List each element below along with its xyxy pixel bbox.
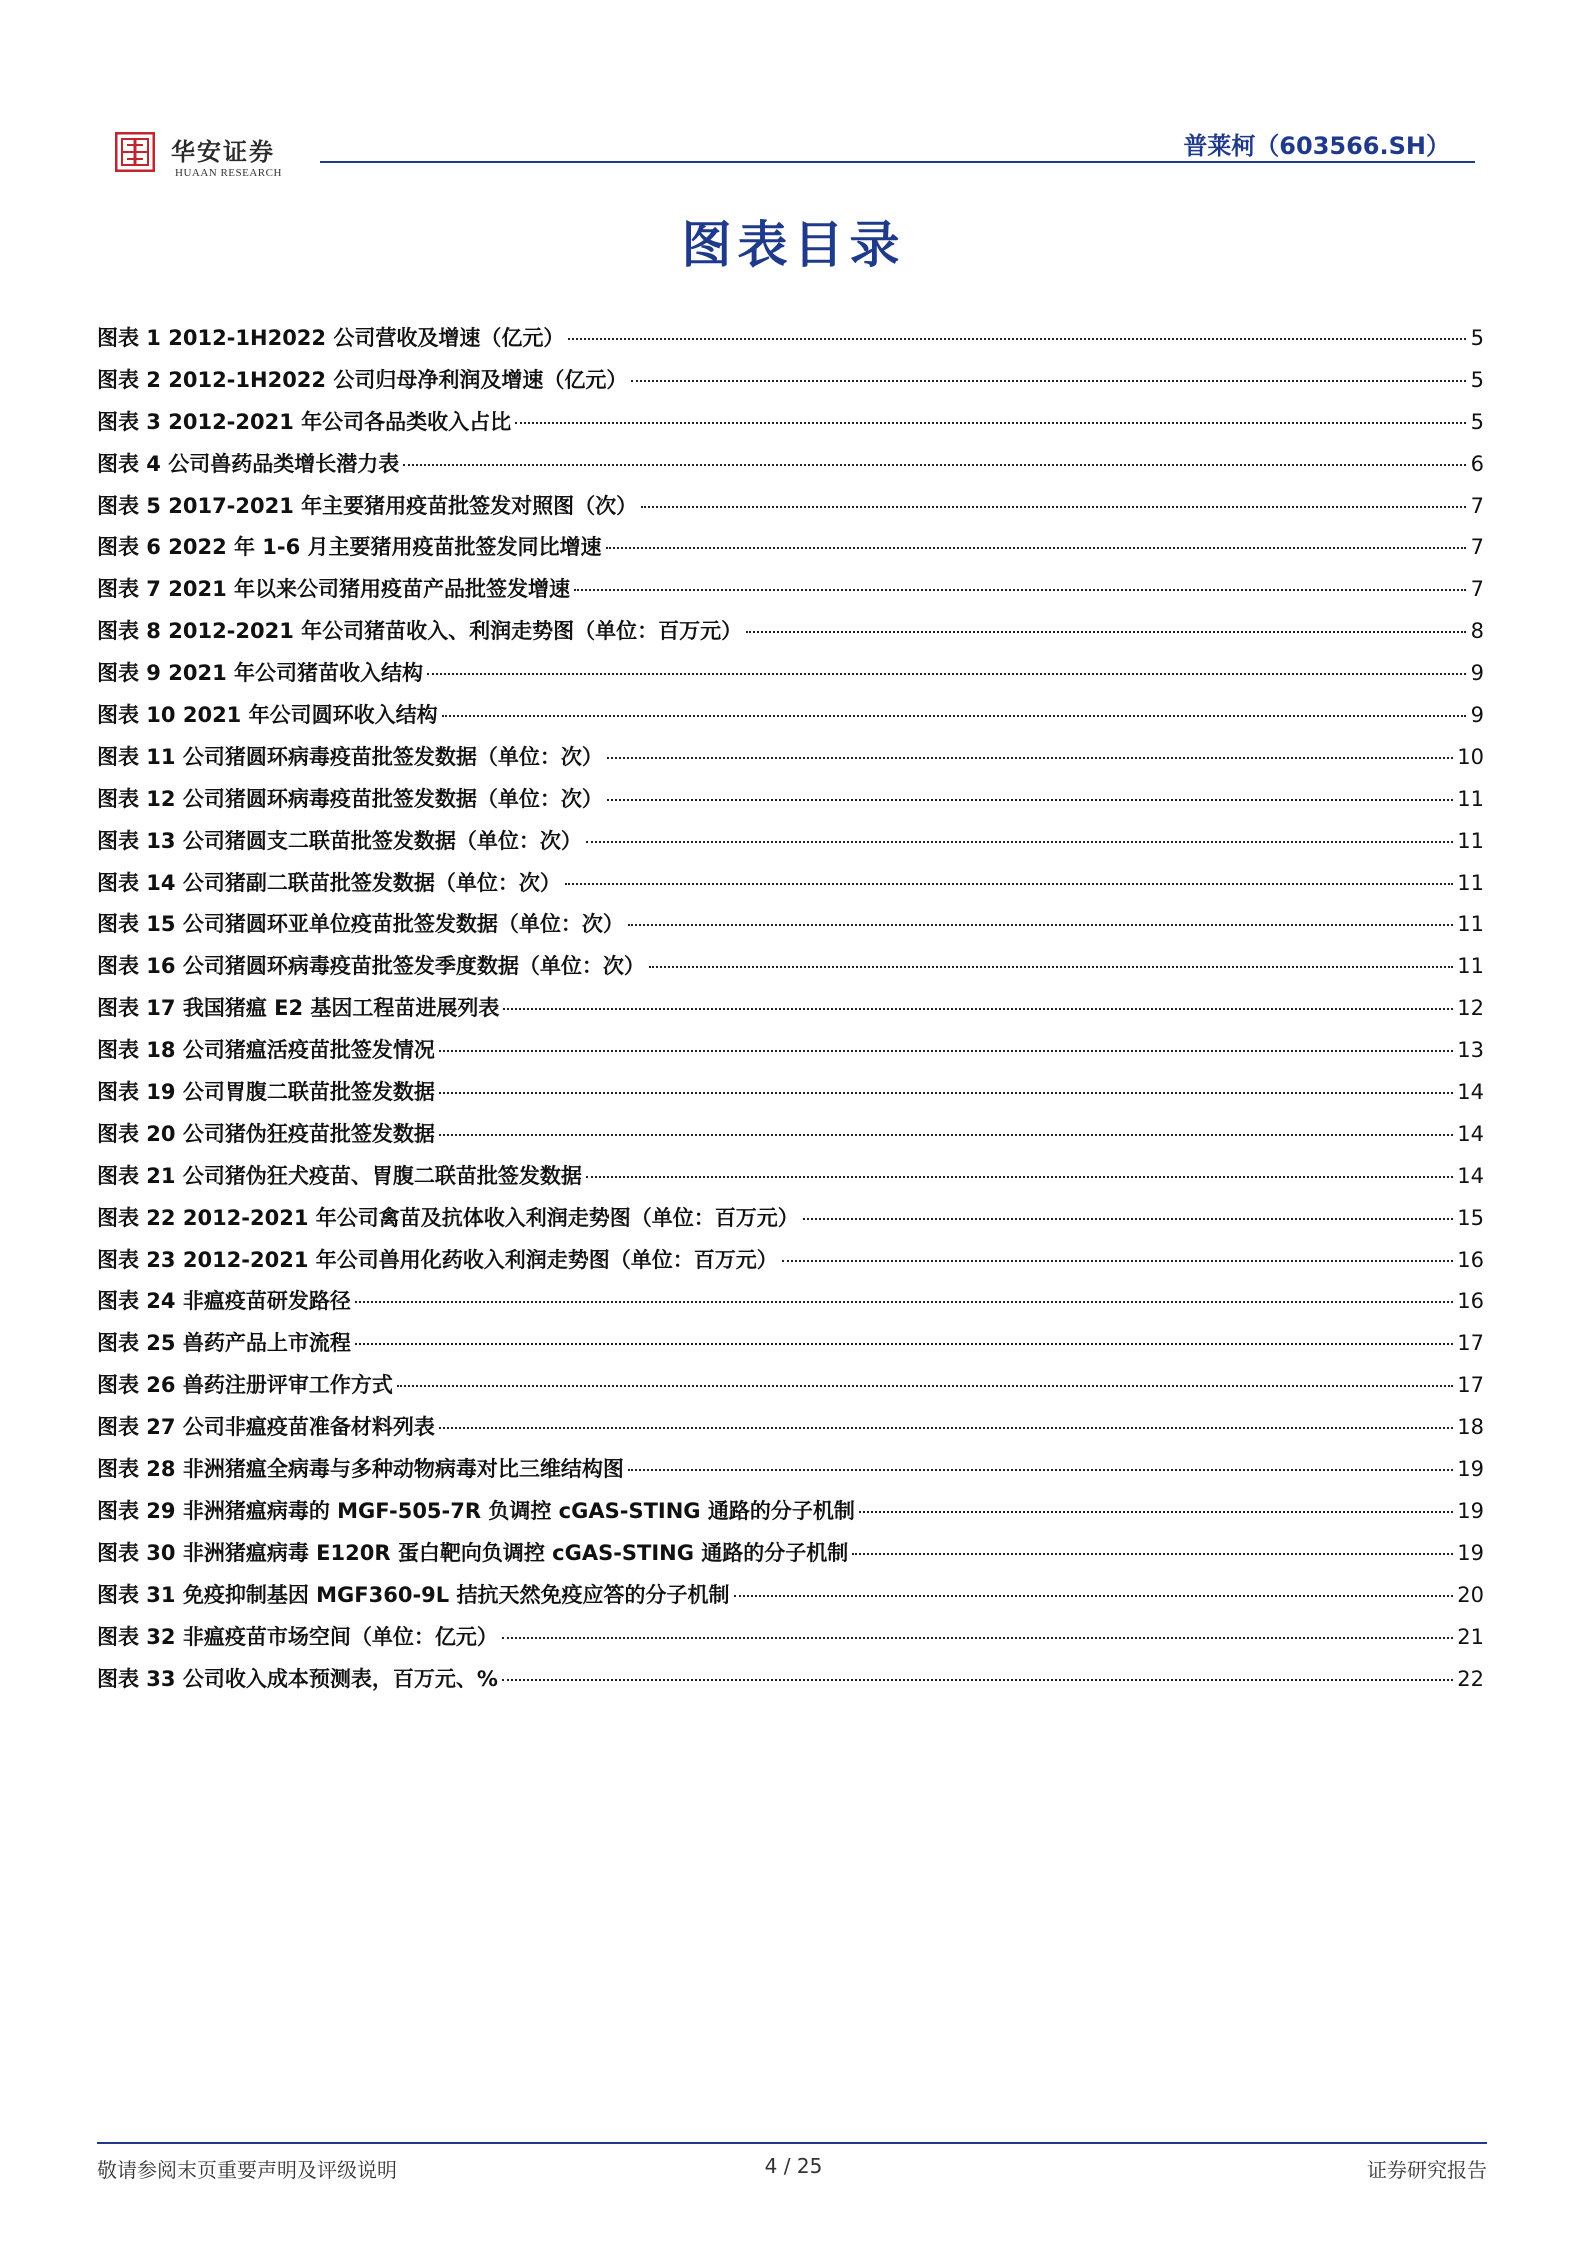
- toc-entry[interactable]: [97, 1160, 1484, 1202]
- toc-entry[interactable]: [97, 1495, 1484, 1537]
- toc-entry-label[interactable]: 图表 14 公司猪副二联苗批签发数据（单位：次）: [97, 870, 561, 895]
- footer-disclaimer-note: 敬请参阅末页重要声明及评级说明: [97, 2158, 397, 2182]
- toc-leader-dots: [515, 422, 1466, 424]
- toc-entry-page[interactable]: 11: [1457, 954, 1484, 979]
- toc-entry-label[interactable]: 图表 18 公司猪瘟活疫苗批签发情况: [97, 1038, 435, 1063]
- toc-leader-dots: [586, 1176, 1453, 1178]
- toc-entry-page[interactable]: 18: [1457, 1415, 1484, 1440]
- toc-leader-dots: [628, 1469, 1453, 1471]
- toc-entry-label[interactable]: 图表 28 非洲猪瘟全病毒与多种动物病毒对比三维结构图: [97, 1457, 624, 1482]
- toc-leader-dots: [628, 924, 1453, 926]
- toc-entry-page[interactable]: 14: [1457, 1080, 1484, 1105]
- toc-entry-label[interactable]: 图表 1 2012-1H2022 公司营收及增速（亿元）: [97, 326, 565, 350]
- toc-entry[interactable]: [97, 406, 1484, 448]
- toc-entry-page[interactable]: 5: [1470, 409, 1484, 434]
- toc-entry[interactable]: [97, 1369, 1484, 1411]
- toc-leader-dots: [439, 1427, 1453, 1429]
- toc-leader-dots: [439, 1134, 1453, 1136]
- toc-leader-dots: [397, 1385, 1453, 1387]
- toc-entry[interactable]: [97, 615, 1484, 657]
- toc-entry-page[interactable]: 14: [1457, 1163, 1484, 1188]
- toc-leader-dots: [503, 1008, 1453, 1010]
- toc-entry-label[interactable]: 图表 10 2021 年公司圆环收入结构: [97, 703, 438, 728]
- toc-entry-label[interactable]: 图表 6 2022 年 1-6 月主要猪用疫苗批签发同比增速: [97, 535, 602, 560]
- toc-entry[interactable]: [97, 783, 1484, 825]
- toc-leader-dots: [734, 1595, 1454, 1597]
- toc-entry-label[interactable]: 图表 22 2012-2021 年公司禽苗及抗体收入利润走势图（单位：百万元）: [97, 1205, 799, 1230]
- toc-entry-page[interactable]: 15: [1457, 1205, 1484, 1230]
- toc-entry[interactable]: [97, 1327, 1484, 1369]
- company-logo-name: 华安证券: [171, 137, 275, 166]
- footer-report-type: 证券研究报告: [1367, 2158, 1487, 2182]
- toc-entry-label[interactable]: 图表 17 我国猪瘟 E2 基因工程苗进展列表: [97, 996, 500, 1021]
- toc-entry-page[interactable]: 13: [1457, 1038, 1484, 1063]
- company-logo-subtitle: HUAAN RESEARCH: [175, 167, 282, 179]
- toc-entry-page[interactable]: 22: [1457, 1666, 1484, 1691]
- toc-entry-page[interactable]: 11: [1457, 912, 1484, 937]
- toc-entry-label[interactable]: 图表 5 2017-2021 年主要猪用疫苗批签发对照图（次）: [97, 493, 638, 518]
- toc-entry[interactable]: [97, 741, 1484, 783]
- toc-entry-page[interactable]: 14: [1457, 1121, 1484, 1146]
- toc-leader-dots: [606, 547, 1466, 549]
- toc-leader-dots: [586, 841, 1453, 843]
- toc-entry-page[interactable]: 17: [1457, 1331, 1484, 1356]
- toc-leader-dots: [439, 1092, 1453, 1094]
- toc-entry-label[interactable]: 图表 13 公司猪圆支二联苗批签发数据（单位：次）: [97, 828, 582, 853]
- toc-entry-page[interactable]: 7: [1470, 535, 1484, 560]
- toc-entry-label[interactable]: 图表 24 非瘟疫苗研发路径: [97, 1289, 351, 1314]
- toc-entry-page[interactable]: 16: [1457, 1247, 1484, 1272]
- toc-leader-dots: [631, 380, 1466, 382]
- figure-table-of-contents: [97, 322, 1484, 1704]
- toc-entry[interactable]: [97, 908, 1484, 950]
- toc-entry-label[interactable]: 图表 19 公司胃腹二联苗批签发数据: [97, 1080, 435, 1105]
- toc-leader-dots: [782, 1260, 1454, 1262]
- toc-entry-label[interactable]: 图表 26 兽药注册评审工作方式: [97, 1373, 393, 1398]
- toc-entry[interactable]: [97, 699, 1484, 741]
- toc-entry-label[interactable]: 图表 2 2012-1H2022 公司归母净利润及增速（亿元）: [97, 367, 628, 392]
- toc-entry-page[interactable]: 11: [1457, 828, 1484, 853]
- toc-entry-label[interactable]: 图表 8 2012-2021 年公司猪苗收入、利润走势图（单位：百万元）: [97, 619, 743, 644]
- toc-entry-page[interactable]: 5: [1470, 326, 1484, 350]
- toc-leader-dots: [565, 883, 1453, 885]
- toc-entry-page[interactable]: 9: [1470, 703, 1484, 728]
- toc-entry-page[interactable]: 10: [1457, 744, 1484, 769]
- toc-entry[interactable]: [97, 1285, 1484, 1327]
- toc-entry[interactable]: [97, 573, 1484, 615]
- toc-entry-page[interactable]: 7: [1470, 577, 1484, 602]
- toc-entry[interactable]: [97, 992, 1484, 1034]
- toc-leader-dots: [574, 589, 1466, 591]
- toc-leader-dots: [746, 631, 1466, 633]
- toc-entry-label[interactable]: 图表 27 公司非瘟疫苗准备材料列表: [97, 1415, 435, 1440]
- toc-entry-page[interactable]: 11: [1457, 786, 1484, 811]
- toc-entry-label[interactable]: 图表 12 公司猪圆环病毒疫苗批签发数据（单位：次）: [97, 786, 603, 811]
- toc-leader-dots: [355, 1343, 1453, 1345]
- toc-entry[interactable]: [97, 1537, 1484, 1579]
- toc-entry-page[interactable]: 19: [1457, 1498, 1484, 1523]
- toc-entry-label[interactable]: 图表 9 2021 年公司猪苗收入结构: [97, 661, 423, 686]
- toc-entry-label[interactable]: 图表 3 2012-2021 年公司各品类收入占比: [97, 409, 512, 434]
- page-title: 图表目录: [681, 215, 906, 274]
- toc-entry[interactable]: [97, 1453, 1484, 1495]
- toc-entry[interactable]: [97, 1202, 1484, 1244]
- toc-entry-label[interactable]: 图表 32 非瘟疫苗市场空间（单位：亿元）: [97, 1624, 498, 1649]
- toc-entry[interactable]: [97, 1034, 1484, 1076]
- toc-leader-dots: [641, 506, 1466, 508]
- toc-entry-label[interactable]: 图表 7 2021 年以来公司猪用疫苗产品批签发增速: [97, 577, 570, 602]
- toc-entry[interactable]: [97, 1118, 1484, 1160]
- toc-entry-label[interactable]: 图表 25 兽药产品上市流程: [97, 1331, 351, 1356]
- toc-entry-page[interactable]: 19: [1457, 1457, 1484, 1482]
- toc-entry[interactable]: [97, 1244, 1484, 1286]
- toc-entry[interactable]: [97, 950, 1484, 992]
- toc-leader-dots: [502, 1637, 1453, 1639]
- report-company-title: 普莱柯（603566.SH）: [1183, 132, 1450, 160]
- toc-entry-page[interactable]: 5: [1470, 367, 1484, 392]
- toc-leader-dots: [803, 1218, 1454, 1220]
- toc-entry-label[interactable]: 图表 31 免疫抑制基因 MGF360-9L 拮抗天然免疫应答的分子机制: [97, 1582, 730, 1607]
- toc-leader-dots: [442, 715, 1466, 717]
- toc-leader-dots: [403, 464, 1466, 466]
- toc-entry-page[interactable]: 20: [1457, 1582, 1484, 1607]
- company-logo-icon: [115, 132, 155, 172]
- toc-leader-dots: [607, 757, 1453, 759]
- toc-entry-label[interactable]: 图表 21 公司猪伪狂犬疫苗、胃腹二联苗批签发数据: [97, 1163, 582, 1188]
- toc-entry[interactable]: [97, 322, 1484, 364]
- toc-entry-label[interactable]: 图表 11 公司猪圆环病毒疫苗批签发数据（单位：次）: [97, 744, 603, 769]
- toc-entry-label[interactable]: 图表 29 非洲猪瘟病毒的 MGF-505-7R 负调控 cGAS-STING 通路的分子机制: [97, 1498, 855, 1523]
- toc-leader-dots: [859, 1511, 1453, 1513]
- toc-entry[interactable]: [97, 1621, 1484, 1663]
- toc-entry[interactable]: [97, 448, 1484, 490]
- toc-entry[interactable]: [97, 364, 1484, 406]
- toc-entry-page[interactable]: 12: [1457, 996, 1484, 1021]
- toc-entry-page[interactable]: 11: [1457, 870, 1484, 895]
- toc-leader-dots: [607, 799, 1453, 801]
- toc-entry-label[interactable]: 图表 23 2012-2021 年公司兽用化药收入利润走势图（单位：百万元）: [97, 1247, 778, 1272]
- toc-entry[interactable]: [97, 825, 1484, 867]
- toc-entry-label[interactable]: 图表 4 公司兽药品类增长潜力表: [97, 451, 400, 476]
- toc-leader-dots: [649, 966, 1453, 968]
- toc-entry-page[interactable]: 7: [1470, 493, 1484, 518]
- toc-entry-label[interactable]: 图表 16 公司猪圆环病毒疫苗批签发季度数据（单位：次）: [97, 954, 645, 979]
- page-number: 4 / 25: [764, 2154, 823, 2178]
- toc-leader-dots: [427, 673, 1466, 675]
- toc-entry[interactable]: [97, 867, 1484, 909]
- toc-leader-dots: [439, 1050, 1453, 1052]
- toc-entry-page[interactable]: 6: [1470, 451, 1484, 476]
- footer-divider: [97, 2142, 1487, 2144]
- toc-leader-dots: [852, 1553, 1453, 1555]
- toc-entry-page[interactable]: 19: [1457, 1540, 1484, 1565]
- toc-entry[interactable]: [97, 490, 1484, 532]
- toc-entry[interactable]: [97, 1579, 1484, 1621]
- toc-entry-label[interactable]: 图表 30 非洲猪瘟病毒 E120R 蛋白靶向负调控 cGAS-STING 通路的分子机制: [97, 1540, 849, 1565]
- toc-entry[interactable]: [97, 1411, 1484, 1453]
- toc-entry[interactable]: [97, 1663, 1484, 1705]
- toc-entry-label[interactable]: 图表 33 公司收入成本预测表，百万元、%: [97, 1666, 498, 1691]
- header-divider: [320, 161, 1475, 163]
- toc-leader-dots: [568, 338, 1466, 340]
- toc-entry-page[interactable]: 9: [1470, 661, 1484, 686]
- toc-entry[interactable]: [97, 1076, 1484, 1118]
- toc-leader-dots: [502, 1679, 1453, 1681]
- toc-entry-label[interactable]: 图表 15 公司猪圆环亚单位疫苗批签发数据（单位：次）: [97, 912, 624, 937]
- toc-entry[interactable]: [97, 657, 1484, 699]
- toc-entry-page[interactable]: 17: [1457, 1373, 1484, 1398]
- toc-entry[interactable]: [97, 531, 1484, 573]
- toc-entry-page[interactable]: 16: [1457, 1289, 1484, 1314]
- toc-leader-dots: [355, 1301, 1453, 1303]
- page-header: [115, 120, 1475, 190]
- toc-entry-page[interactable]: 8: [1470, 619, 1484, 644]
- toc-entry-label[interactable]: 图表 20 公司猪伪狂疫苗批签发数据: [97, 1121, 435, 1146]
- toc-entry-page[interactable]: 21: [1457, 1624, 1484, 1649]
